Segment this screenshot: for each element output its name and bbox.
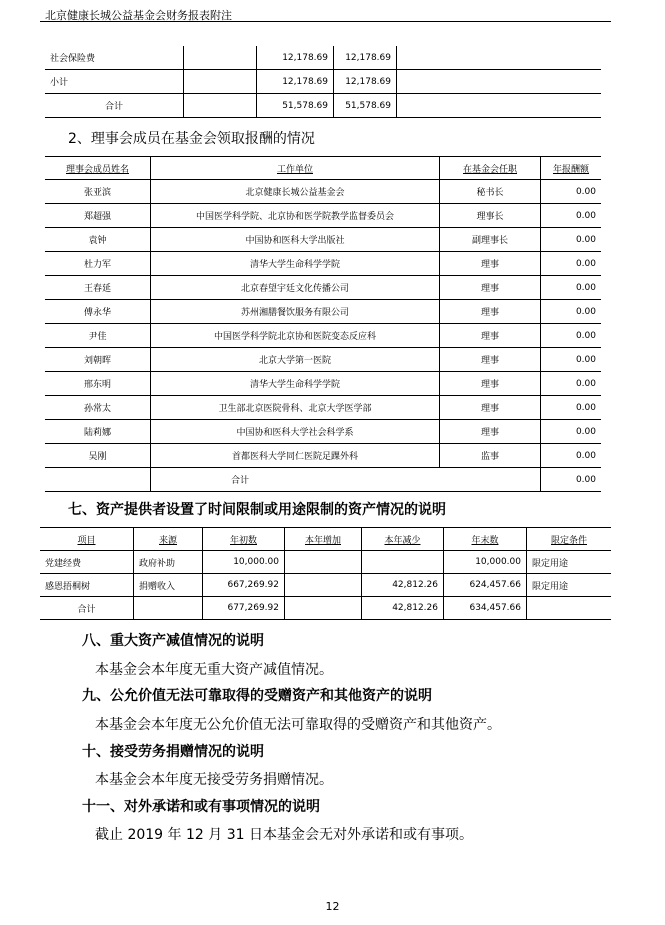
section-title: 九、公允价值无法可靠取得的受赠资产和其他资产的说明 — [82, 688, 432, 704]
table-total-row: 合计 0.00 — [45, 468, 601, 492]
section-text: 本基金会本年度无接受劳务捐赠情况。 — [95, 772, 333, 788]
section-title: 十、接受劳务捐赠情况的说明 — [82, 744, 264, 760]
section-text: 本基金会本年度无重大资产减值情况。 — [95, 662, 333, 678]
table-row: 杜力军 清华大学生命科学学院 理事 0.00 — [45, 252, 601, 276]
table-row: 合计 51,578.69 51,578.69 — [45, 94, 601, 118]
table-row: 党建经费 政府补助 10,000.00 10,000.00 限定用途 — [40, 551, 611, 574]
section-text: 本基金会本年度无公允价值无法可靠取得的受赠资产和其他资产。 — [95, 717, 501, 733]
table-row: 张亚滨 北京健康长城公益基金会 秘书长 0.00 — [45, 180, 601, 204]
section-text: 截止 2019 年 12 月 31 日本基金会无对外承诺和或有事项。 — [95, 827, 473, 843]
table-row: 孙常太 卫生部北京医院骨科、北京大学医学部 理事 0.00 — [45, 396, 601, 420]
restricted-assets-table — [40, 527, 611, 620]
table-header-row: 项目 来源 年初数 本年增加 本年减少 年末数 限定条件 — [40, 528, 611, 551]
table-row: 傅永华 苏州湘膳餐饮服务有限公司 理事 0.00 — [45, 300, 601, 324]
table-row: 刘朝晖 北京大学第一医院 理事 0.00 — [45, 348, 601, 372]
table-row: 袁钟 中国协和医科大学出版社 副理事长 0.00 — [45, 228, 601, 252]
table-total-row: 合计 677,269.92 42,812.26 634,457.66 — [40, 597, 611, 620]
section-title: 七、资产提供者设置了时间限制或用途限制的资产情况的说明 — [68, 502, 446, 518]
section-title: 2、理事会成员在基金会领取报酬的情况 — [68, 131, 315, 147]
header-rule — [40, 21, 611, 22]
table-row: 尹佳 中国医学科学院北京协和医院变态反应科 理事 0.00 — [45, 324, 601, 348]
table-row: 王春延 北京春望宇廷文化传播公司 理事 0.00 — [45, 276, 601, 300]
section-title: 十一、对外承诺和或有事项情况的说明 — [82, 799, 320, 815]
board-table — [45, 156, 601, 492]
salary-table — [45, 46, 601, 118]
page-number: 12 — [325, 900, 340, 913]
table-row: 感恩捂桐树 捐赠收入 667,269.92 42,812.26 624,457.66 限定用途 — [40, 574, 611, 597]
table-row: 郑超强 中国医学科学院、北京协和医学院教学监督委员会 理事长 0.00 — [45, 204, 601, 228]
table-row: 小计 12,178.69 12,178.69 — [45, 70, 601, 94]
table-row: 邢东明 清华大学生命科学学院 理事 0.00 — [45, 372, 601, 396]
section-title: 八、重大资产减值情况的说明 — [82, 633, 264, 649]
table-row: 社会保险费 12,178.69 12,178.69 — [45, 46, 601, 70]
table-header-row: 理事会成员姓名 工作单位 在基金会任职 年报酬额 — [45, 157, 601, 180]
document-header: 北京健康长城公益基金会财务报表附注 — [45, 9, 232, 22]
table-row: 吴刚 首都医科大学同仁医院足踝外科 监事 0.00 — [45, 444, 601, 468]
table-row: 陆莉娜 中国协和医科大学社会科学系 理事 0.00 — [45, 420, 601, 444]
